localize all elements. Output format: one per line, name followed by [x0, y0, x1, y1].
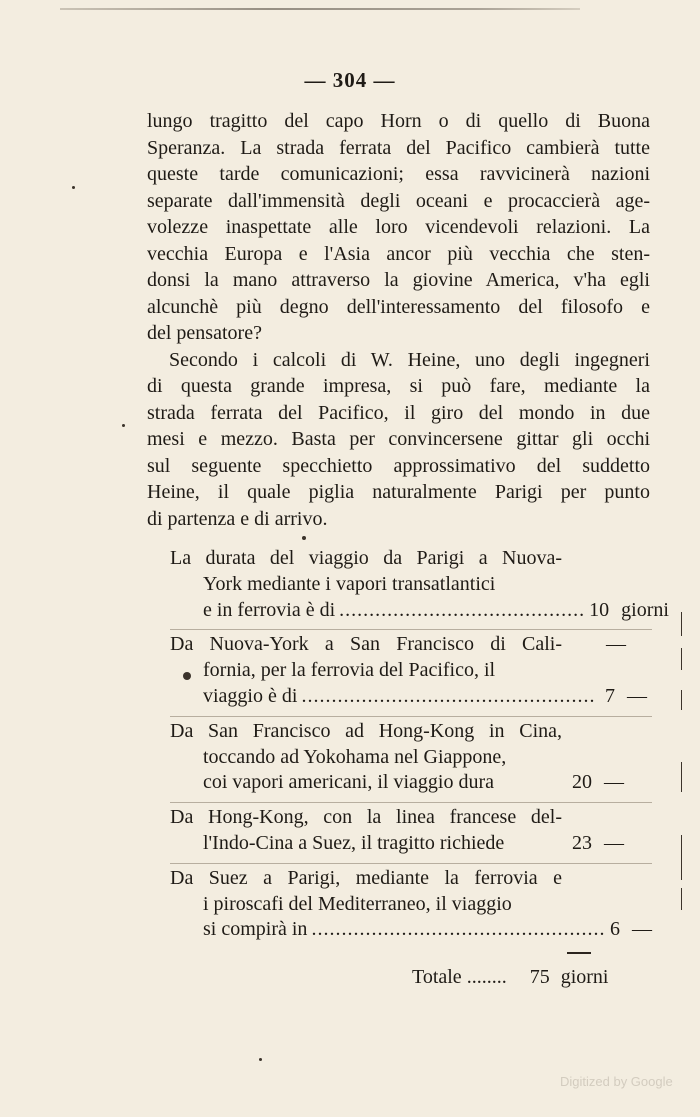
total-dots: ........: [466, 966, 507, 988]
leg-days: 23: [572, 831, 592, 854]
leg-line: Da Hong-Kong, con la linea francese del-: [170, 806, 562, 829]
itinerary-leg: [170, 866, 652, 949]
itinerary-leg: [170, 805, 652, 864]
total-label: Totale: [412, 966, 462, 988]
leg-days: 7: [605, 684, 616, 707]
margin-mark: [681, 762, 682, 792]
leg-line: Da San Francisco ad Hong-Kong in Cina,: [170, 719, 562, 742]
ink-spot: [122, 424, 125, 427]
leg-final-line: [170, 684, 652, 710]
leg-days: 10: [589, 598, 610, 621]
text-line: separate dall'immensità degli oceani e procaccierà age-: [147, 189, 650, 212]
leg-final-text: si compirà in: [203, 918, 308, 941]
total-unit: giorni: [560, 966, 609, 988]
text-line: sul seguente specchietto approssimativo del suddetto: [147, 454, 650, 477]
leg-days: 20: [572, 771, 592, 794]
text-line: volezze inaspettate alle loro vicendevoli relazioni. La: [147, 216, 650, 238]
leg-ditto-dash: —: [606, 633, 626, 656]
text-line: alcunchè più degno dell'interessamento del filosofo e: [147, 295, 650, 318]
leg-final-line: [170, 831, 652, 857]
leg-final-line: [170, 770, 652, 796]
leg-line: Da Suez a Parigi, mediante la ferrovia e: [170, 866, 562, 889]
margin-mark: [681, 612, 682, 636]
text-line: del pensatore?: [147, 322, 262, 344]
itinerary-leg: [170, 719, 652, 803]
dot-leader: .................................................: [301, 684, 596, 707]
text-line: Speranza. La strada ferrata del Pacifico cambierà tutte: [147, 136, 650, 159]
top-edge-rule: [60, 8, 580, 10]
itinerary-leg: [170, 632, 652, 716]
leg-final-line: [170, 598, 669, 624]
leg-line: i piroscafi del Mediterraneo, il viaggio: [203, 892, 512, 915]
ink-spot: [302, 536, 306, 540]
leg-line: toccando ad Yokohama nel Giappone,: [203, 745, 507, 768]
itinerary-leg: [170, 546, 669, 630]
leg-line: La durata del viaggio da Parigi a Nuova-: [170, 547, 562, 569]
page-number: — 304 —: [304, 68, 396, 92]
dot-leader: .................................................: [311, 918, 606, 941]
text-line: di questa grande impresa, si può fare, mediante la: [147, 375, 650, 397]
text-line: lungo tragitto del capo Horn o di quello di Buona: [147, 110, 650, 132]
leg-unit: —: [604, 831, 624, 854]
leg-final-line: [170, 917, 652, 943]
leg-line: fornia, per la ferrovia del Pacifico, il: [203, 659, 496, 682]
text-line: Heine, il quale piglia naturalmente Parigi per punto: [147, 481, 650, 503]
body-text: [147, 108, 650, 532]
margin-mark: [681, 648, 682, 670]
text-line: mesi e mezzo. Basta per convincersene gittar gli occhi: [147, 428, 650, 450]
leg-final-text: viaggio è di: [203, 684, 298, 707]
text-line: Secondo i calcoli di W. Heine, uno degli ingegneri: [169, 348, 650, 371]
ink-spot: [183, 672, 191, 680]
leg-unit: giorni: [621, 598, 669, 621]
leg-line: Da Nuova-York a San Francisco di Cali-: [170, 633, 562, 656]
leg-final-text: l'Indo-Cina a Suez, il tragitto richiede: [203, 831, 505, 854]
total-rule: [567, 952, 591, 954]
itinerary-table: [170, 546, 669, 951]
total-row: [412, 966, 608, 989]
leg-final-text: e in ferrovia è di: [203, 598, 336, 621]
total-days: 75: [529, 966, 550, 988]
text-line: queste tarde comunicazioni; essa ravvicinerà nazioni: [147, 163, 650, 185]
ink-spot: [259, 1058, 262, 1061]
leg-final-text: coi vapori americani, il viaggio dura: [203, 771, 495, 794]
margin-mark: [681, 835, 682, 880]
text-line: vecchia Europa e l'Asia ancor più vecchia che sten-: [147, 242, 650, 265]
paragraph-1: [147, 108, 650, 347]
margin-mark: [681, 690, 682, 710]
dot-leader: .........................................: [339, 598, 586, 621]
text-line: di partenza e di arrivo.: [147, 507, 328, 530]
leg-unit: —: [627, 684, 648, 707]
leg-days: 6: [610, 918, 620, 941]
text-line: donsi la mano attraverso la giovine America, v'ha egli: [147, 269, 650, 291]
text-line: strada ferrata del Pacifico, il giro del mondo in due: [147, 401, 650, 424]
margin-mark: [681, 888, 682, 910]
digitization-watermark: Digitized by Google: [560, 1074, 673, 1089]
leg-unit: —: [604, 771, 624, 794]
leg-line: York mediante i vapori transatlantici: [203, 572, 496, 595]
ink-spot: [72, 186, 75, 189]
paragraph-2: [147, 347, 650, 533]
leg-unit: —: [632, 918, 652, 941]
